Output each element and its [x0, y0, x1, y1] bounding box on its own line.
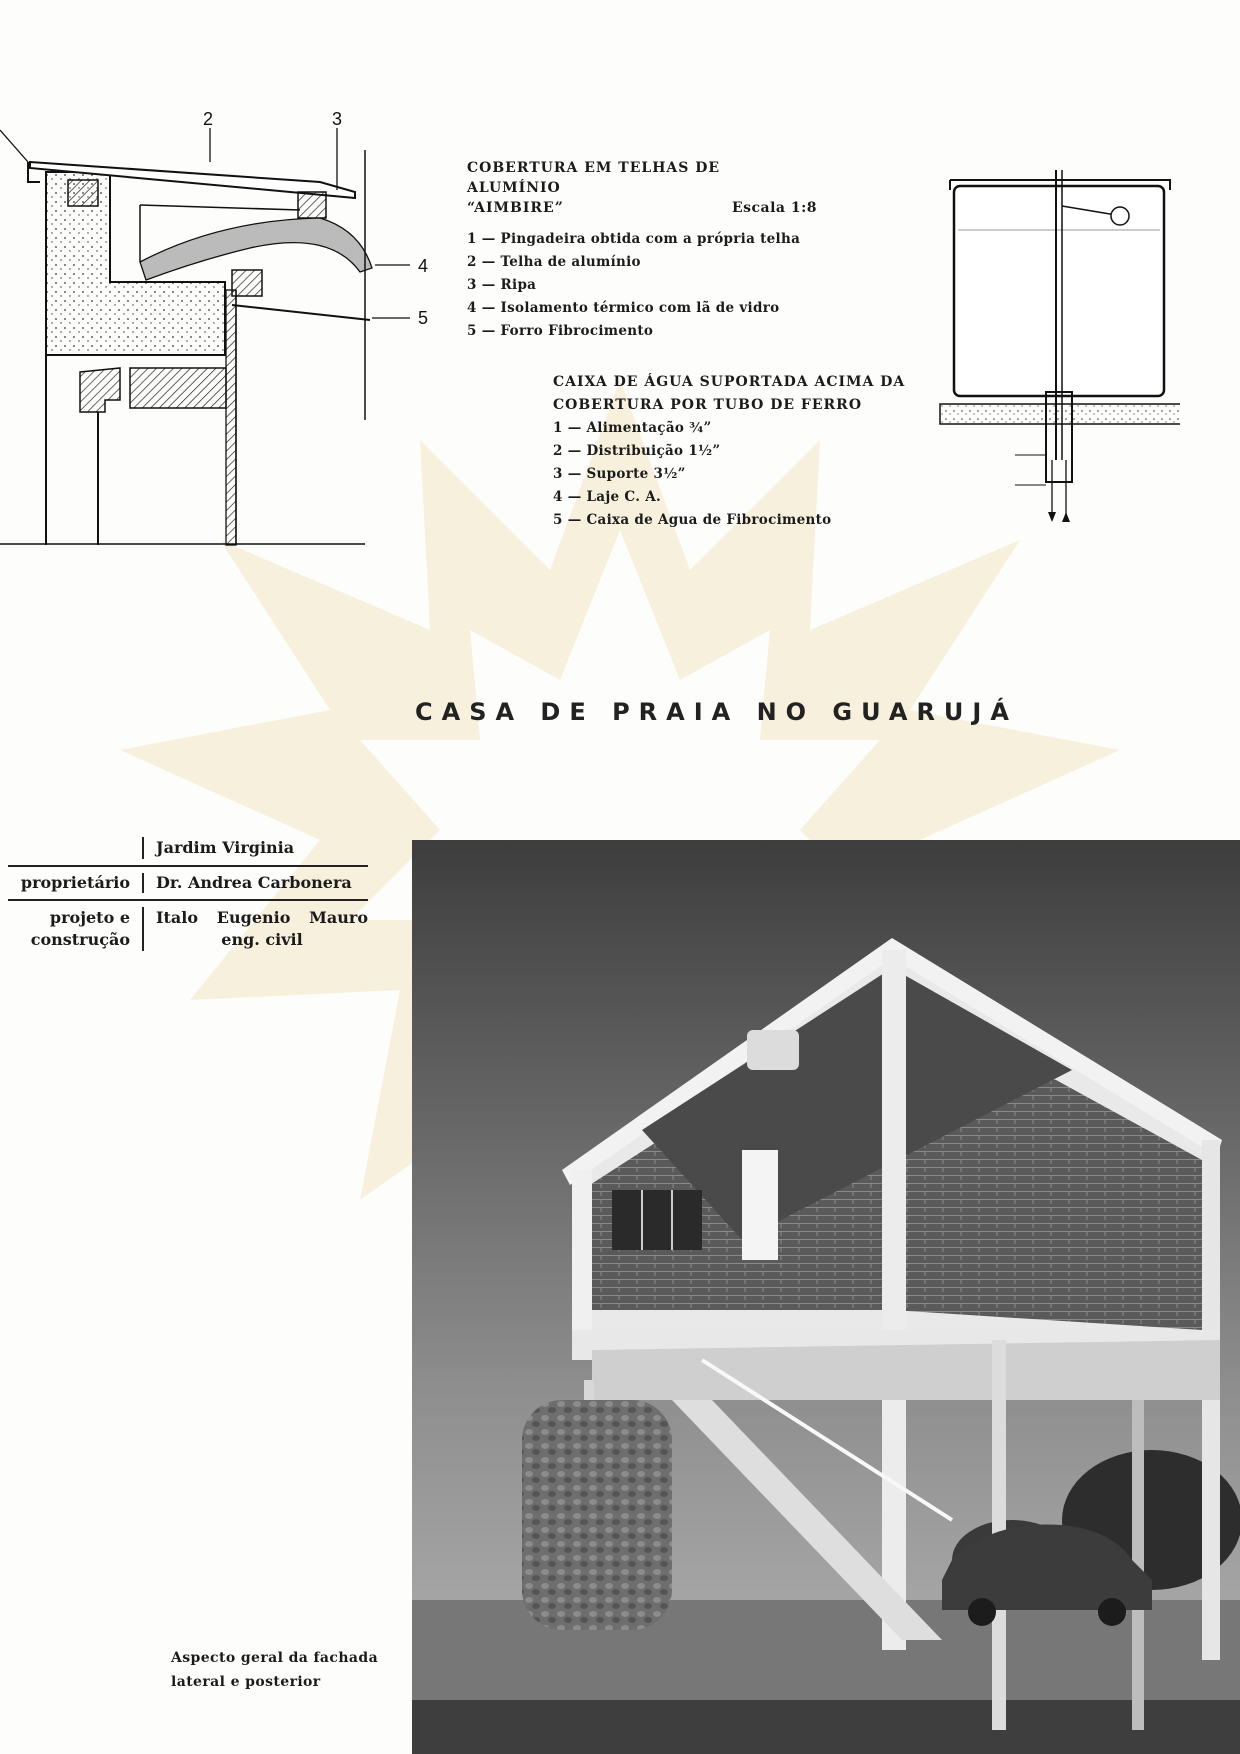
project-credits [8, 837, 368, 951]
tank-legend-item: 4 — Laje C. A. [553, 489, 661, 505]
owner-value: Dr. Andrea Carbonera [156, 873, 352, 892]
design-value-line1: Italo Eugenio Mauro [156, 908, 368, 927]
tank-legend-item: 3 — Suporte 3½” [553, 466, 686, 482]
tank-legend-title: CAIXA DE ÁGUA SUPORTADA ACIMA DA [553, 374, 906, 390]
tank-legend [553, 371, 913, 532]
roof-legend [467, 158, 817, 343]
design-value-line2: eng. civil [221, 930, 303, 949]
credit-row-owner [8, 865, 368, 901]
photo-caption-line1: Aspecto geral da fachada [171, 1650, 379, 1666]
roof-legend-list [467, 228, 817, 343]
page-title: CASA DE PRAIA NO GUARUJÁ [415, 698, 1018, 726]
roof-legend-item: 2 — Telha de alumínio [467, 254, 641, 270]
roof-legend-item: 1 — Pingadeira obtida com a própria telha [467, 231, 801, 247]
tank-legend-item: 2 — Distribuição 1½” [553, 443, 721, 459]
water-tank-drawing [920, 160, 1180, 540]
roof-callout-2: 2 [202, 109, 214, 129]
roof-callout-3: 3 [331, 109, 343, 129]
owner-label: proprietário [8, 873, 144, 893]
roof-legend-subtitle: “AIMBIRE” [467, 200, 564, 216]
roof-legend-title: COBERTURA EM TELHAS DE ALUMÍNIO [467, 160, 721, 196]
roof-legend-scale: Escala 1:8 [731, 200, 817, 216]
credit-row-design [8, 901, 368, 951]
tank-legend-item: 1 — Alimentação ¾” [553, 420, 712, 436]
tank-legend-list [553, 417, 913, 532]
house-photo-illustration [412, 840, 1240, 1754]
design-label-line1: projeto e [49, 908, 130, 927]
roof-callout-5: 5 [418, 308, 429, 328]
roof-callout-4: 4 [418, 256, 429, 276]
house-photo [412, 840, 1240, 1754]
roof-section-drawing [0, 100, 450, 550]
roof-legend-item: 4 — Isolamento térmico com lã de vidro [467, 300, 780, 316]
photo-caption-line2: lateral e posterior [171, 1674, 321, 1690]
location-value: Jardim Virginia [156, 838, 295, 857]
roof-legend-item: 3 — Ripa [467, 277, 537, 293]
roof-legend-item: 5 — Forro Fibrocimento [467, 323, 654, 339]
tank-legend-item: 5 — Caixa de Agua de Fibrocimento [553, 512, 832, 528]
design-label-line2: construção [30, 930, 130, 949]
photo-caption [171, 1646, 378, 1694]
credit-row-location [8, 837, 368, 865]
tank-legend-subtitle: COBERTURA POR TUBO DE FERRO [553, 397, 863, 413]
